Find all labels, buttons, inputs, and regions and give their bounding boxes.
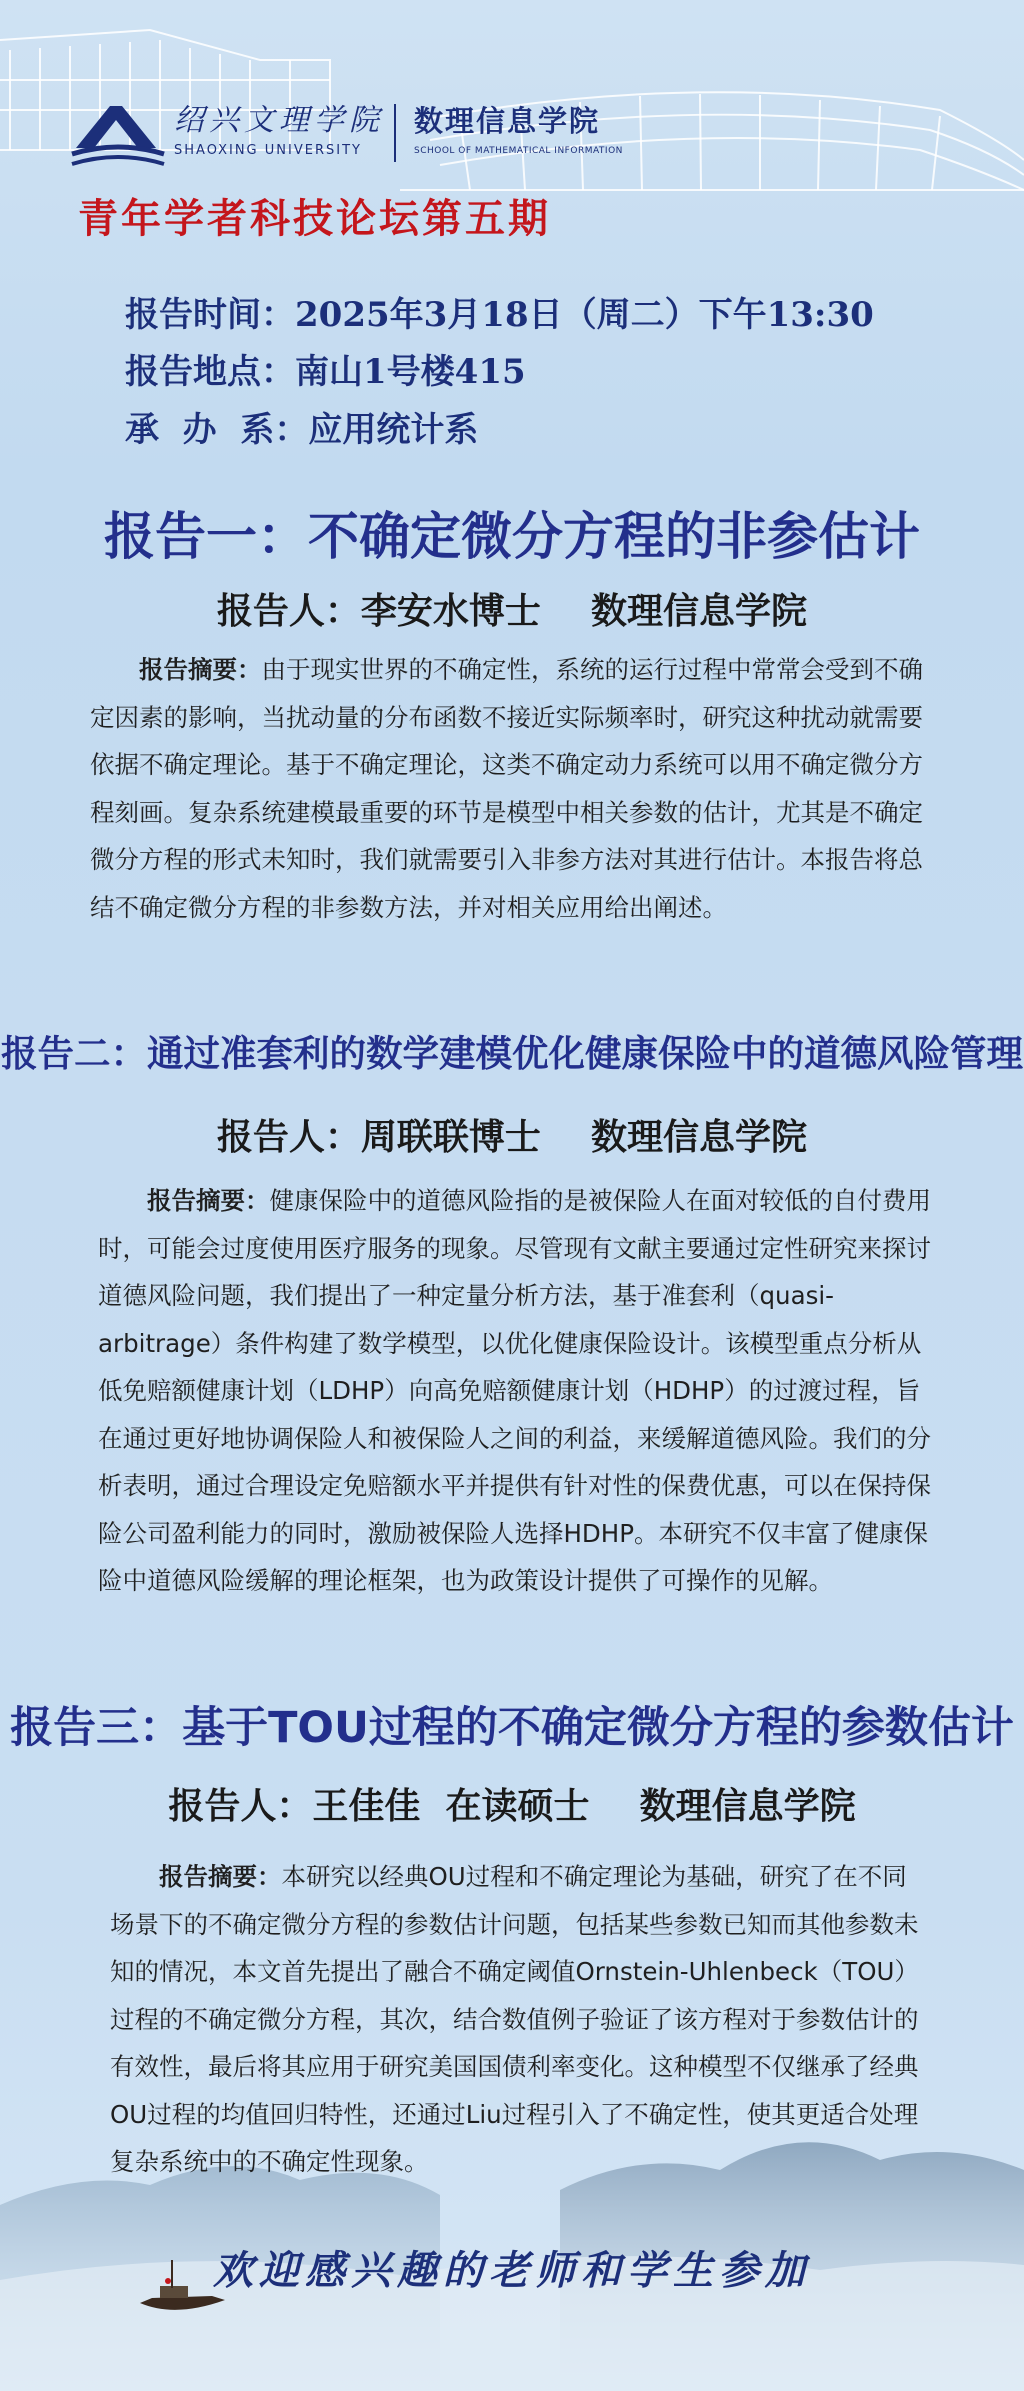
report-3-abstract-text: 本研究以经典OU过程和不确定理论为基础，研究了在不同场景下的不确定微分方程的参数估计问题，包括某些参数已知而其他参数未知的情况，本文首先提出了融合不确定阈值Ornstein-Uhlenbeck（TOU）过程的不确定微分方程，其次，结合数值例子验证了该方程对于参数估计的有效性，最后将其应用于研究美国国债利率变化。这种模型不仅继承了经典OU过程的均值回归特性，还通过Liu过程引入了不确定性，使其更适合处理复杂系统中的不确定性现象。: [110, 1862, 919, 2176]
university-name-en: SHAOXING UNIVERSITY: [174, 143, 362, 158]
report-1-abstract: [90, 646, 936, 931]
report-1-title: 报告一：不确定微分方程的非参估计: [103, 508, 920, 567]
event-place: 报告地点：南山1号楼415: [125, 352, 526, 392]
report-2-abstract-label: 报告摘要：: [147, 1186, 270, 1215]
school-name-block: [414, 100, 623, 160]
report-3-speaker: 报告人：王佳佳 在读硕士 数理信息学院: [168, 1786, 856, 1827]
report-2-title: 报告二：通过准套利的数学建模优化健康保险中的道德风险管理: [1, 1032, 1023, 1075]
logo-divider: [394, 104, 396, 162]
university-name-cn: 绍兴文理学院: [174, 103, 384, 138]
report-1-abstract-label: 报告摘要：: [139, 655, 262, 684]
report-3-abstract: [110, 1853, 926, 2186]
event-host: 承 办 系：应用统计系: [125, 410, 479, 450]
report-2-abstract-text: 健康保险中的道德风险指的是被保险人在面对较低的自付费用时，可能会过度使用医疗服务的现象。尽管现有文献主要通过定性研究来探讨道德风险问题，我们提出了一种定量分析方法，基于准套利（quasi-arbitrage）条件构建了数学模型，以优化健康保险设计。该模型重点分析从低免赔额健康计划（LDHP）向高免赔额健康计划（HDHP）的过渡过程，旨在通过更好地协调保险人和被保险人之间的利益，来缓解道德风险。我们的分析表明，通过合理设定免赔额水平并提供有针对性的保费优惠，可以在保持保险公司盈利能力的同时，激励被保险人选择HDHP。本研究不仅丰富了健康保险中道德风险缓解的理论框架，也为政策设计提供了可操作的见解。: [98, 1186, 931, 1595]
university-name-block: [174, 100, 384, 160]
report-2-speaker: 报告人：周联联博士 数理信息学院: [216, 1117, 808, 1158]
report-3-title: 报告三：基于TOU过程的不确定微分方程的参数估计: [10, 1703, 1014, 1753]
welcome-message: 欢迎感兴趣的老师和学生参加: [213, 2247, 811, 2294]
report-1-abstract-text: 由于现实世界的不确定性，系统的运行过程中常常会受到不确定因素的影响，当扰动量的分布函数不接近实际频率时，研究这种扰动就需要依据不确定理论。基于不确定理论，这类不确定动力系统可以用不确定微分方程刻画。复杂系统建模最重要的环节是模型中相关参数的估计，尤其是不确定微分方程的形式未知时，我们就需要引入非参方法对其进行估计。本报告将总结不确定微分方程的非参数方法，并对相关应用给出阐述。: [90, 655, 923, 922]
event-time: 报告时间：2025年3月18日（周二）下午13:30: [125, 295, 874, 335]
report-2-abstract: [98, 1177, 934, 1605]
forum-title: 青年学者科技论坛第五期: [78, 196, 551, 242]
header-logo: [70, 100, 623, 168]
report-3-abstract-label: 报告摘要：: [159, 1862, 282, 1891]
school-name-en: SCHOOL OF MATHEMATICAL INFORMATION: [414, 146, 623, 156]
school-name-cn: 数理信息学院: [414, 104, 601, 138]
university-logo-icon: [70, 100, 166, 168]
report-1-speaker: 报告人：李安水博士 数理信息学院: [216, 591, 808, 632]
